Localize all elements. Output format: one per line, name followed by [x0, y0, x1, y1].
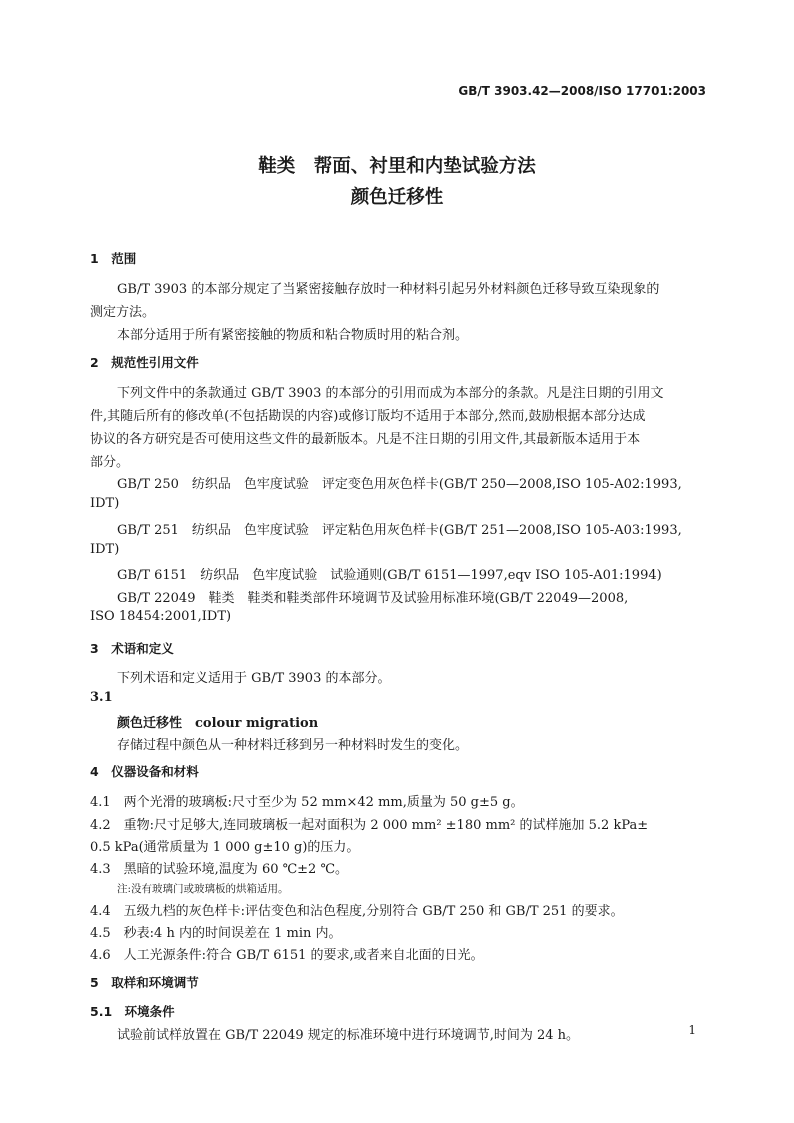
- subsection-5-1-paragraph: 试验前试样放置在 GB/T 22049 规定的标准环境中进行环境调节,时间为 24 h。: [117, 1028, 580, 1043]
- item-4-5: 4.5 秒表:4 h 内的时间误差在 1 min 内。: [90, 926, 342, 941]
- section-2-heading: 2 规范性引用文件: [90, 355, 199, 370]
- section-2-paragraph-line-4: 部分。: [90, 455, 130, 470]
- item-4-1: 4.1 两个光滑的玻璃板:尺寸至少为 52 mm×42 mm,质量为 50 g±5 g。: [90, 795, 524, 810]
- item-4-6: 4.6 人工光源条件:符合 GB/T 6151 的要求,或者来自北面的日光。: [90, 948, 484, 963]
- item-4-3: 4.3 黑暗的试验环境,温度为 60 ℃±2 ℃。: [90, 862, 348, 877]
- section-2-paragraph-line-2: 件,其随后所有的修改单(不包括勘误的内容)或修订版均不适用于本部分,然而,鼓励根据本部分达成: [90, 409, 646, 424]
- section-2-paragraph-line-3: 协议的各方研究是否可使用这些文件的最新版本。凡是不注日期的引用文件,其最新版本适用于本: [90, 432, 641, 447]
- item-4-4: 4.4 五级九档的灰色样卡:评估变色和沾色程度,分别符合 GB/T 250 和 GB/T 251 的要求。: [90, 904, 624, 919]
- standard-code-header: GB/T 3903.42—2008/ISO 17701:2003: [458, 84, 706, 98]
- item-4-3-note: 注:没有玻璃门或玻璃板的烘箱适用。: [117, 883, 289, 895]
- section-4-heading: 4 仪器设备和材料: [90, 764, 199, 779]
- subsection-5-1-heading: 5.1 环境条件: [90, 1004, 175, 1019]
- reference-gbt-251-line-1: GB/T 251 纺织品 色牢度试验 评定粘色用灰色样卡(GB/T 251—2008,ISO 105-A03:1993,: [117, 523, 682, 538]
- section-3-intro: 下列术语和定义适用于 GB/T 3903 的本部分。: [117, 671, 391, 686]
- reference-gbt-22049-line-2: ISO 18454:2001,IDT): [90, 609, 232, 624]
- reference-gbt-251-line-2: IDT): [90, 542, 120, 557]
- section-2-paragraph-line-1: 下列文件中的条款通过 GB/T 3903 的本部分的引用而成为本部分的条款。凡是注日期的引用文: [117, 386, 664, 401]
- document-title: 鞋类 帮面、衬里和内垫试验方法: [258, 156, 536, 177]
- item-4-2-line-1: 4.2 重物:尺寸足够大,连同玻璃板一起对面积为 2 000 mm² ±180 mm² 的试样施加 5.2 kPa±: [90, 818, 649, 833]
- section-5-heading: 5 取样和环境调节: [90, 975, 199, 990]
- page-number: 1: [688, 1023, 696, 1037]
- reference-gbt-6151: GB/T 6151 纺织品 色牢度试验 试验通则(GB/T 6151—1997,eqv ISO 105-A01:1994): [117, 568, 662, 583]
- reference-gbt-250-line-2: IDT): [90, 496, 120, 511]
- reference-gbt-250-line-1: GB/T 250 纺织品 色牢度试验 评定变色用灰色样卡(GB/T 250—2008,ISO 105-A02:1993,: [117, 477, 682, 492]
- document-subtitle: 颜色迁移性: [350, 187, 444, 208]
- section-1-heading: 1 范围: [90, 251, 137, 266]
- section-1-paragraph-1-line-2: 测定方法。: [90, 305, 156, 320]
- reference-gbt-22049-line-1: GB/T 22049 鞋类 鞋类和鞋类部件环境调节及试验用标准环境(GB/T 22049—2008,: [117, 591, 629, 606]
- section-1-paragraph-2: 本部分适用于所有紧密接触的物质和粘合物质时用的粘合剂。: [117, 328, 469, 343]
- section-1-paragraph-1-line-1: GB/T 3903 的本部分规定了当紧密接触存放时一种材料引起另外材料颜色迁移导致互染现象的: [117, 282, 660, 297]
- item-4-2-line-2: 0.5 kPa(通常质量为 1 000 g±10 g)的压力。: [90, 840, 360, 855]
- section-3-heading: 3 术语和定义: [90, 641, 174, 656]
- term-number: 3.1: [90, 690, 113, 705]
- term-definition: 存储过程中颜色从一种材料迁移到另一种材料时发生的变化。: [117, 738, 469, 753]
- term-name: 颜色迁移性 colour migration: [117, 716, 319, 731]
